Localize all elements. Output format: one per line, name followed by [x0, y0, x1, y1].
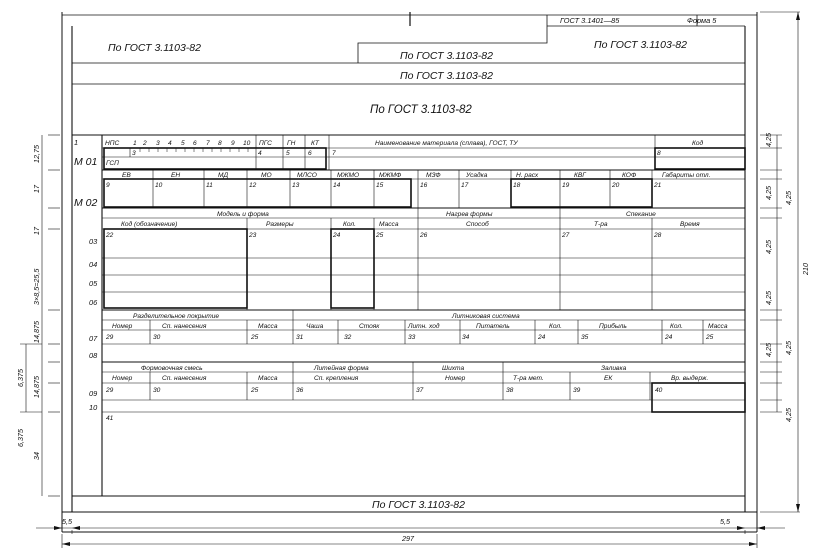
header-massa-1: Масса	[258, 323, 278, 330]
field-number-24b: 24	[665, 334, 673, 341]
field-number-24: 24	[333, 232, 341, 239]
field-number-6: 6	[308, 150, 312, 157]
material-header: Наименование материала (сплава), ГОСТ, ТУ	[375, 140, 518, 147]
dimension-left-17a: 17	[32, 185, 41, 193]
header-gabarity: Габариты отл.	[662, 172, 711, 179]
field-number-21: 21	[654, 182, 662, 189]
dimension-left-14-875a: 14,875	[32, 321, 41, 343]
nps-header: НПС	[105, 140, 120, 147]
header-pitatel: Питатель	[476, 323, 510, 330]
header-kvg: КВГ	[574, 172, 586, 179]
header-usadka: Усадка	[466, 172, 488, 179]
field-number-13: 13	[292, 182, 300, 189]
header-litn-khod: Литн. ход	[408, 323, 440, 330]
kol-header: Кол.	[343, 221, 356, 228]
field-number-26: 26	[420, 232, 428, 239]
header-sp-krepleniya: Сп. крепления	[314, 375, 359, 382]
header-md: МД	[218, 172, 229, 179]
field-number-30a: 30	[153, 334, 161, 341]
field-number-25a: 25	[251, 334, 259, 341]
field-number-8: 8	[657, 150, 661, 157]
kod-header: Код	[692, 140, 704, 147]
field-number-15: 15	[376, 182, 384, 189]
liteinaya-forma-group: Литейная форма	[314, 365, 369, 372]
ruler-digit-2: 2	[143, 140, 147, 147]
field-number-20: 20	[612, 182, 620, 189]
field-number-10: 10	[155, 182, 163, 189]
dimension-margin-right: 5,5	[720, 517, 730, 526]
dimension-right-8: 4,25	[784, 408, 793, 422]
header-sp-naneseniya-1: Сп. нанесения	[162, 323, 207, 330]
pgs-header: ПГС	[259, 140, 272, 147]
field-number-17: 17	[461, 182, 469, 189]
row-label-08: 08	[89, 351, 98, 360]
dimension-left-25-5: 3×8,5=25,5	[32, 268, 41, 305]
ruler-digit-8: 8	[218, 140, 222, 147]
spekanie-group: Спекание	[626, 211, 656, 218]
field-number-38: 38	[506, 387, 514, 394]
field-number-4: 4	[258, 150, 262, 157]
ruler-digit-7: 7	[206, 140, 210, 147]
header-massa-2: Масса	[708, 323, 728, 330]
dimension-right-4: 4,25	[764, 240, 773, 254]
field-number-18: 18	[513, 182, 521, 189]
razmery-header: Размеры	[266, 221, 294, 228]
ruler-digit-9: 9	[231, 140, 235, 147]
header-kol-1: Кол.	[549, 323, 562, 330]
header-chasha: Чаша	[306, 323, 324, 330]
kod-oboznachenie-header: Код (обозначение)	[121, 221, 178, 228]
dimension-height-210: 210	[801, 263, 810, 275]
field-number-3: 3	[132, 150, 136, 157]
field-number-28: 28	[654, 232, 662, 239]
row-label-1: 1	[74, 138, 79, 147]
field-number-27: 27	[562, 232, 570, 239]
field-number-33: 33	[408, 334, 416, 341]
field-number-25c: 25	[251, 387, 259, 394]
header-mlso: МЛСО	[297, 172, 317, 179]
field-number-24a: 24	[538, 334, 546, 341]
formovochnaya-smes-group: Формовочная смесь	[141, 365, 203, 372]
row-label-05: 05	[89, 279, 98, 288]
header-nomer-2: Номер	[112, 375, 133, 382]
field-number-41: 41	[106, 415, 114, 422]
dimension-left-6-375a: 6,375	[16, 369, 25, 387]
ruler-digit-1: 1	[133, 140, 137, 147]
field-number-39: 39	[573, 387, 581, 394]
header-en: ЕН	[171, 172, 181, 179]
kt-header: КТ	[311, 140, 319, 147]
dimension-right-5: 4,25	[764, 291, 773, 305]
vremya-header: Время	[680, 221, 700, 228]
dimension-left-34: 34	[32, 452, 41, 460]
ruler-digit-10: 10	[243, 140, 251, 147]
row-label-03: 03	[89, 237, 98, 246]
dimension-margin-left: 5,5	[62, 517, 72, 526]
field-number-36: 36	[296, 387, 304, 394]
ruler-digit-6: 6	[193, 140, 197, 147]
dimension-right-7: 4,25	[784, 341, 793, 355]
field-number-37: 37	[416, 387, 424, 394]
row-label-04: 04	[89, 260, 98, 269]
row-label-m02: М 02	[74, 197, 98, 209]
field-number-25: 25	[376, 232, 384, 239]
field-number-19: 19	[562, 182, 570, 189]
row-label-07: 07	[89, 334, 98, 343]
field-number-40: 40	[655, 387, 663, 394]
field-number-14: 14	[333, 182, 341, 189]
header-mzhmf: МЖМФ	[379, 172, 402, 179]
dimension-right-3: 4,25	[784, 191, 793, 205]
gost-ref-bottom: По ГОСТ 3.1103-82	[372, 499, 465, 511]
field-number-11: 11	[206, 182, 213, 189]
gost-ref-top-left: По ГОСТ 3.1103-82	[108, 42, 201, 54]
field-number-29b: 29	[106, 387, 114, 394]
header-mzf: МЗФ	[426, 172, 441, 179]
header-nomer-1: Номер	[112, 323, 133, 330]
header-sp-naneseniya-2: Сп. нанесения	[162, 375, 207, 382]
field-number-25b: 25	[706, 334, 714, 341]
header-stoyak: Стояк	[359, 323, 380, 330]
field-number-5: 5	[286, 150, 290, 157]
header-ev: ЕВ	[122, 172, 131, 179]
zalivka-group: Заливка	[601, 365, 627, 372]
dimension-width-297: 297	[402, 534, 414, 543]
dimension-right-1: 4,25	[764, 133, 773, 147]
gost-ref-top-middle: По ГОСТ 3.1103-82	[400, 50, 493, 62]
dimension-left-6-375b: 6,375	[16, 429, 25, 447]
dimension-left-14-875b: 14,875	[32, 376, 41, 398]
header-kof: КОФ	[622, 172, 637, 179]
gsp-header: ГСП	[106, 160, 119, 167]
dimension-left-17b: 17	[32, 227, 41, 235]
header-nomer-3: Номер	[445, 375, 466, 382]
gost-ref-top-right: По ГОСТ 3.1103-82	[594, 39, 687, 51]
field-number-16: 16	[420, 182, 428, 189]
razdelitelnoe-pokrytie-group: Разделительное покрытие	[133, 313, 220, 320]
field-number-7: 7	[332, 150, 336, 157]
dimension-right-6: 4,25	[764, 343, 773, 357]
ruler-digit-3: 3	[156, 140, 160, 147]
header-vr-vyderzh: Вр. выдерж.	[671, 375, 709, 382]
row-label-10: 10	[89, 403, 98, 412]
header-ek: ЕК	[604, 375, 613, 382]
field-number-30b: 30	[153, 387, 161, 394]
field-number-9: 9	[106, 182, 110, 189]
field-number-31: 31	[296, 334, 304, 341]
gost-ref-second-row: По ГОСТ 3.1103-82	[400, 70, 493, 82]
gn-header: ГН	[287, 140, 296, 147]
field-number-32: 32	[344, 334, 352, 341]
dimension-right-2: 4,25	[764, 186, 773, 200]
field-number-35: 35	[581, 334, 589, 341]
shikhta-group: Шихта	[442, 365, 465, 372]
header-pribyl: Прибыль	[599, 323, 627, 330]
row-label-m01: М 01	[74, 156, 98, 168]
ruler-digit-5: 5	[181, 140, 185, 147]
field-number-23: 23	[249, 232, 257, 239]
row-label-06: 06	[89, 298, 98, 307]
header-n-raskh: Н. расх	[516, 172, 539, 179]
header-t-ra-met: Т-ра мет.	[513, 375, 544, 382]
form-number-label: Форма 5	[687, 16, 717, 25]
header-kol-2: Кол.	[670, 323, 683, 330]
sposob-header: Способ	[466, 221, 489, 228]
nagrev-formy-group: Нагрев формы	[446, 211, 493, 218]
field-number-29a: 29	[106, 334, 114, 341]
row-label-09: 09	[89, 389, 98, 398]
header-mo: МО	[261, 172, 272, 179]
field-number-34: 34	[462, 334, 470, 341]
model-forma-group: Модель и форма	[217, 211, 269, 218]
gost-ref-title-block: По ГОСТ 3.1103-82	[370, 104, 472, 116]
t-ra-header: Т-ра	[594, 221, 608, 228]
massa-header: Масса	[379, 221, 399, 228]
dimension-left-12-75: 12,75	[32, 145, 41, 163]
header-mzhmo: МЖМО	[337, 172, 360, 179]
gost-standard-label: ГОСТ 3.1401—85	[560, 16, 620, 25]
litnikovaya-sistema-group: Литниковая система	[452, 313, 520, 320]
header-massa-3: Масса	[258, 375, 278, 382]
field-number-12: 12	[249, 182, 257, 189]
ruler-digit-4: 4	[168, 140, 172, 147]
field-number-22: 22	[106, 232, 114, 239]
